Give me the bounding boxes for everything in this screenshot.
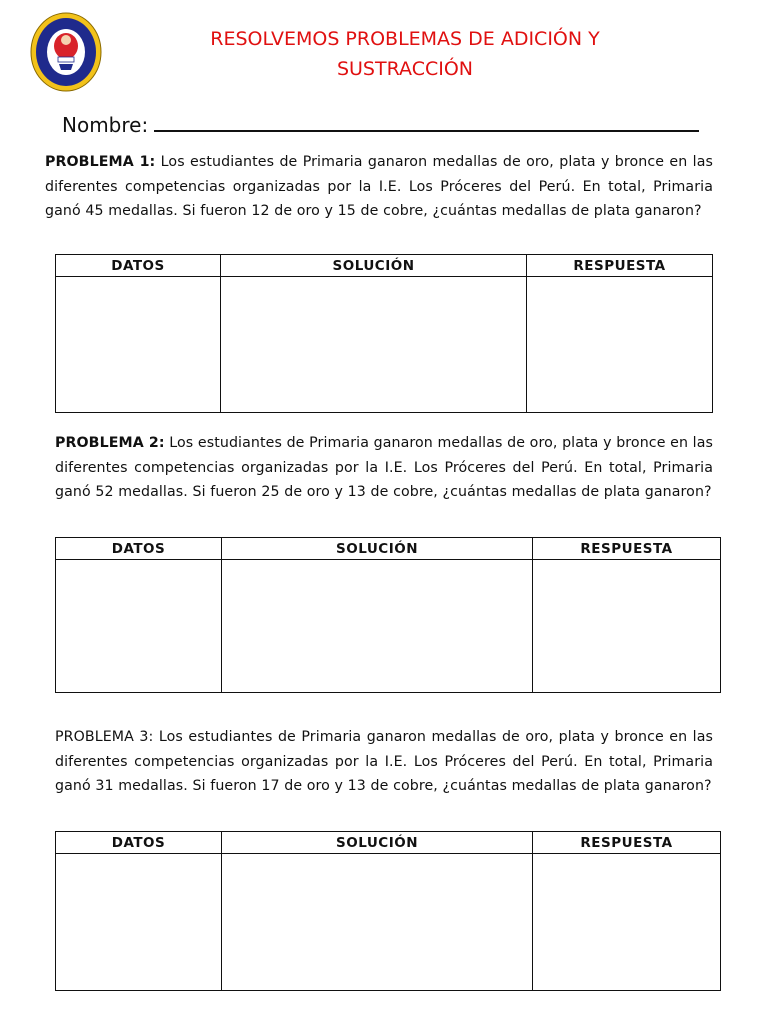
problem-3-label: PROBLEMA 3 — [55, 729, 149, 745]
problem-2-label: PROBLEMA 2: — [55, 435, 165, 451]
name-field — [62, 112, 699, 137]
problem-3-text: : Los estudiantes de Primaria ganaron medallas de oro, plata y bronce en las diferentes competencias organizadas por la I.E. Los Próceres del Perú. En total, Primaria ganó 31 medallas. Si fueron 17 de oro y 13 de cobre, ¿cuántas medallas de plata ganaron? — [55, 729, 713, 794]
name-label: Nombre: — [62, 113, 149, 137]
header-datos: DATOS — [56, 538, 222, 560]
datos-cell[interactable] — [56, 277, 221, 413]
problem-3-table — [55, 831, 721, 991]
header-solucion: SOLUCIÓN — [222, 832, 533, 854]
header-datos: DATOS — [56, 832, 222, 854]
problem-1-label: PROBLEMA 1: — [45, 154, 156, 170]
problem-2 — [55, 431, 713, 505]
problem-1-text: Los estudiantes de Primaria ganaron medallas de oro, plata y bronce en las diferentes competencias organizadas por la I.E. Los Próceres del Perú. En total, Primaria ganó 45 medallas. Si fueron 12 de oro y 15 de cobre, ¿cuántas medallas de plata ganaron? — [45, 154, 713, 219]
header-respuesta: RESPUESTA — [533, 832, 721, 854]
solucion-cell[interactable] — [222, 560, 533, 693]
school-logo — [30, 12, 102, 92]
solucion-cell[interactable] — [221, 277, 527, 413]
header-respuesta: RESPUESTA — [527, 255, 713, 277]
respuesta-cell[interactable] — [527, 277, 713, 413]
solucion-cell[interactable] — [222, 854, 533, 991]
respuesta-cell[interactable] — [533, 854, 721, 991]
problem-1-table — [55, 254, 713, 413]
problem-2-text: Los estudiantes de Primaria ganaron medallas de oro, plata y bronce en las diferentes competencias organizadas por la I.E. Los Próceres del Perú. En total, Primaria ganó 52 medallas. Si fueron 25 de oro y 13 de cobre, ¿cuántas medallas de plata ganaron? — [55, 435, 713, 500]
respuesta-cell[interactable] — [533, 560, 721, 693]
problem-3 — [55, 725, 713, 799]
header-solucion: SOLUCIÓN — [222, 538, 533, 560]
name-blank-line[interactable] — [154, 112, 699, 132]
datos-cell[interactable] — [56, 560, 222, 693]
problem-1 — [45, 150, 713, 224]
header-solucion: SOLUCIÓN — [221, 255, 527, 277]
datos-cell[interactable] — [56, 854, 222, 991]
page-title: RESOLVEMOS PROBLEMAS DE ADICIÓN Y SUSTRACCIÓN — [210, 28, 600, 80]
header-respuesta: RESPUESTA — [533, 538, 721, 560]
problem-2-table — [55, 537, 721, 693]
header-datos: DATOS — [56, 255, 221, 277]
